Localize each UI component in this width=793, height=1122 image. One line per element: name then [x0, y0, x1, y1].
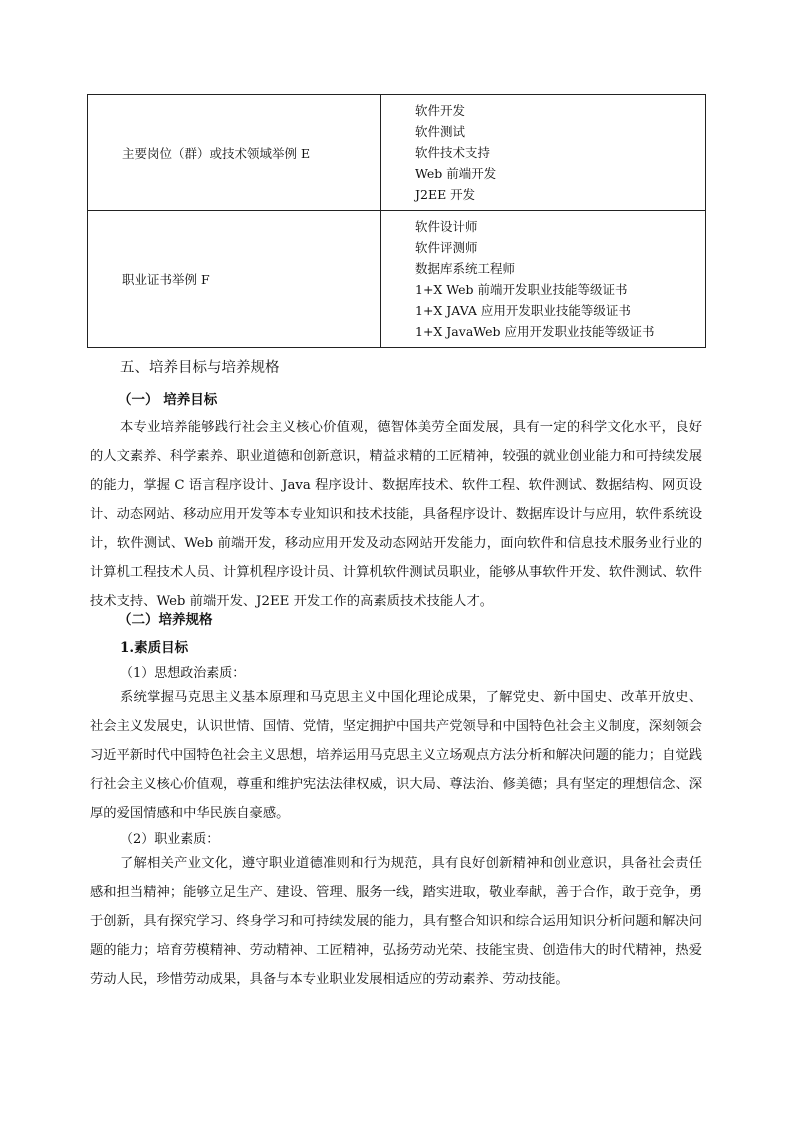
professional-quality-label: （2）职业素质：: [120, 832, 220, 847]
list-item: J2EE 开发: [415, 187, 476, 202]
political-quality-paragraph: 系统掌握马克思主义基本原理和马克思主义中国化理论成果，了解党史、新中国史、改革开放史、社会主义发展史，认识世情、国情、党情，坚定拥护中国共产党领导和中国特色社会主义制度，深刻领会习近平新时代中国特色社会主义思想，培养运用马克思主义立场观点方法分析和解决问题的能力；自觉践行社会主义核心价值观，尊重和维护宪法法律权威，识大局、尊法治、修美德；具有坚定的理想信念、深厚的爱国情感和中华民族自豪感。: [90, 690, 702, 821]
table-row: [88, 211, 706, 348]
quality-goals-heading: 1.素质目标: [120, 640, 189, 656]
list-item: 数据库系统工程师: [415, 261, 516, 276]
table-row: [88, 95, 706, 211]
table-label-cell: 主要岗位（群）或技术领域举例 E: [88, 95, 381, 211]
list-item: 1+X JavaWeb 应用开发职业技能等级证书: [415, 324, 655, 339]
list-item: Web 前端开发: [415, 166, 497, 181]
subsection-heading-specs: （二）培养规格: [118, 612, 213, 628]
professional-quality-paragraph: 了解相关产业文化，遵守职业道德准则和行为规范，具有良好创新精神和创业意识，具备社会责任感和担当精神；能够立足生产、建设、管理、服务一线，踏实进取，敬业奉献，善于合作，敢于竞争，勇于创新，具有探究学习、终身学习和可持续发展的能力，具有整合知识和综合运用知识分析问题和解决问题的能力；培育劳模精神、劳动精神、工匠精神，弘扬劳动光荣、技能宝贵、创造伟大的时代精神，热爱劳动人民，珍惜劳动成果，具备与本专业职业发展相适应的劳动素养、劳动技能。: [90, 856, 702, 987]
table-label-cell: 职业证书举例 F: [88, 211, 381, 348]
list-item: 1+X JAVA 应用开发职业技能等级证书: [415, 303, 631, 318]
table-value-cell: [381, 95, 706, 211]
subsection-heading-goals: （一） 培养目标: [118, 392, 218, 408]
list-item: 软件评测师: [415, 240, 478, 255]
list-item: 1+X Web 前端开发职业技能等级证书: [415, 282, 628, 297]
section-heading: 五、培养目标与培养规格: [120, 360, 280, 376]
list-item: 软件技术支持: [415, 145, 491, 160]
table-value-cell: [381, 211, 706, 348]
list-item: 软件开发: [415, 103, 466, 118]
spec-table: [87, 94, 706, 348]
list-item: 软件测试: [415, 124, 466, 139]
list-item: 软件设计师: [415, 219, 478, 234]
political-quality-label: （1）思想政治素质：: [120, 666, 246, 681]
goals-paragraph: 本专业培养能够践行社会主义核心价值观，德智体美劳全面发展，具有一定的科学文化水平，良好的人文素养、科学素养、职业道德和创新意识，精益求精的工匠精神，较强的就业创业能力和可持续发展的能力，掌握 C 语言程序设计、Java 程序设计、数据库技术、软件工程、软件测试、数据结构、网页设计、动态网站、移动应用开发等本专业知识和技术技能，具备程序设计、数据库设计与应用，软件系统设计，软件测试、Web 前端开发，移动应用开发及动态网站开发能力，面向软件和信息技术服务业行业的计算机工程技术人员、计算机程序设计员、计算机软件测试员职业，能够从事软件开发、软件测试、软件技术支持、Web 前端开发、J2EE 开发工作的高素质技术技能人才。: [90, 420, 702, 609]
